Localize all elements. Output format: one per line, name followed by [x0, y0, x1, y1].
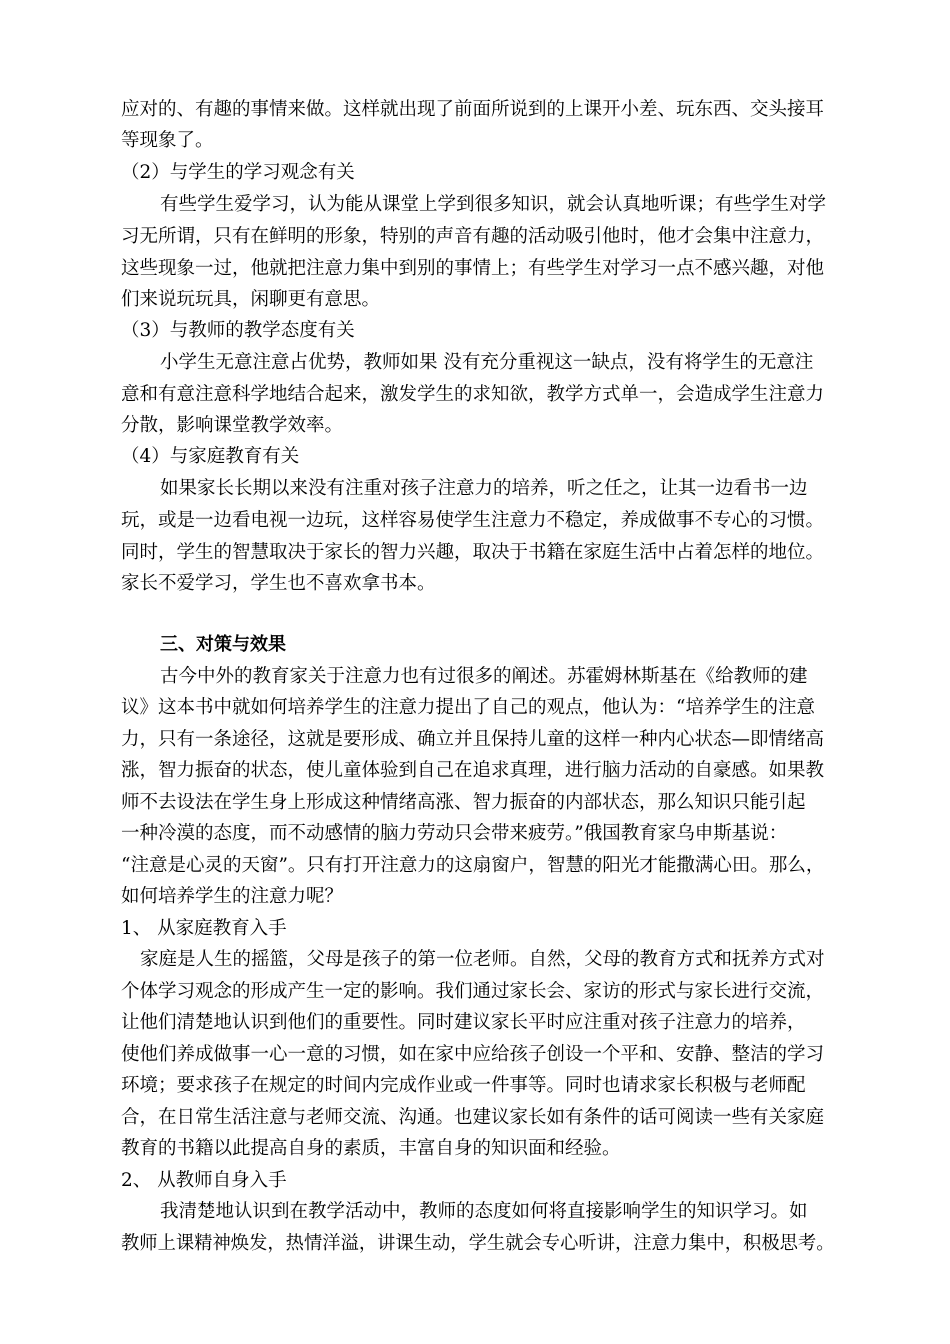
text-line: 一种冷漠的态度，而不动感情的脑力劳动只会带来疲劳。”俄国教育家乌申斯基说：	[121, 823, 788, 844]
text-line: 议》这本书中就如何培养学生的注意力提出了自己的观点，他认为：“培养学生的注意	[121, 697, 815, 718]
text-line: 同时，学生的智慧取决于家长的智力兴趣，取决于书籍在家庭生活中占着怎样的地位。	[121, 542, 825, 563]
text-line: 教育的书籍以此提高自身的素质，丰富自身的知识面和经验。	[121, 1138, 621, 1159]
text-line: 习无所谓，只有在鲜明的形象，特别的声音有趣的活动吸引他时，他才会集中注意力，	[121, 226, 825, 247]
text-line: 如何培养学生的注意力呢？	[121, 886, 344, 907]
text-line: 师不去设法在学生身上形成这种情绪高涨、智力振奋的内部状态，那么知识只能引起	[121, 792, 806, 813]
text-line: 意和有意注意科学地结合起来，激发学生的求知欲，教学方式单一，会造成学生注意力	[121, 384, 825, 405]
text-line: 应对的、有趣的事情来做。这样就出现了前面所说到的上课开小差、玩东西、交头接耳	[121, 99, 825, 120]
section-heading: 三、对策与效果	[160, 634, 286, 655]
text-line: 我清楚地认识到在教学活动中，教师的态度如何将直接影响学生的知识学习。如	[160, 1201, 808, 1222]
text-line: 们来说玩玩具，闲聊更有意思。	[121, 289, 381, 310]
subsection-heading: （3）与教师的教学态度有关	[121, 320, 355, 341]
text-line: 力，只有一条途径，这就是要形成、确立并且保持儿童的这样一种内心状态—即情绪高	[121, 729, 825, 750]
subsection-heading: （2）与学生的学习观念有关	[121, 162, 355, 183]
text-line: 分散，影响课堂教学效率。	[121, 415, 344, 436]
text-line: “注意是心灵的天窗”。只有打开注意力的这扇窗户，智慧的阳光才能撒满心田。那么，	[121, 855, 825, 876]
text-line: 教师上课精神焕发，热情洋溢，讲课生动，学生就会专心听讲，注意力集中，积极思考。	[121, 1233, 835, 1254]
text-line: 这些现象一过，他就把注意力集中到别的事情上；有些学生对学习一点不感兴趣，对他	[121, 258, 825, 279]
text-line: 涨，智力振奋的状态，使儿童体验到自己在追求真理，进行脑力活动的自豪感。如果教	[121, 760, 825, 781]
text-line: 古今中外的教育家关于注意力也有过很多的阐述。苏霍姆林斯基在《给教师的建	[160, 666, 808, 687]
text-line: 个体学习观念的形成产生一定的影响。我们通过家长会、家访的形式与家长进行交流，	[121, 981, 825, 1002]
text-line: 家庭是人生的摇篮，父母是孩子的第一位老师。自然，父母的教育方式和抚养方式对	[140, 949, 825, 970]
subsection-heading: 2、 从教师自身入手	[121, 1170, 287, 1191]
text-line: 使他们养成做事一心一意的习惯，如在家中应给孩子创设一个平和、安静、整洁的学习	[121, 1044, 825, 1065]
text-line: 合，在日常生活注意与老师交流、沟通。也建议家长如有条件的话可阅读一些有关家庭	[121, 1107, 825, 1128]
text-line: 让他们清楚地认识到他们的重要性。同时建议家长平时应注重对孩子注意力的培养，	[121, 1012, 806, 1033]
text-line: 环境；要求孩子在规定的时间内完成作业或一件事等。同时也请求家长积极与老师配	[121, 1075, 806, 1096]
text-line: 小学生无意注意占优势，教师如果 没有充分重视这一缺点，没有将学生的无意注	[160, 352, 814, 373]
text-line: 如果家长长期以来没有注重对孩子注意力的培养，听之任之，让其一边看书一边	[160, 478, 808, 499]
text-line: 玩，或是一边看电视一边玩，这样容易使学生注意力不稳定，养成做事不专心的习惯。	[121, 510, 825, 531]
subsection-heading: 1、 从家庭教育入手	[121, 918, 287, 939]
text-line: 等现象了。	[121, 130, 214, 151]
text-line: 有些学生爱学习，认为能从课堂上学到很多知识，就会认真地听课；有些学生对学	[160, 194, 827, 215]
text-line: 家长不爱学习，学生也不喜欢拿书本。	[121, 573, 436, 594]
subsection-heading: （4）与家庭教育有关	[121, 446, 300, 467]
